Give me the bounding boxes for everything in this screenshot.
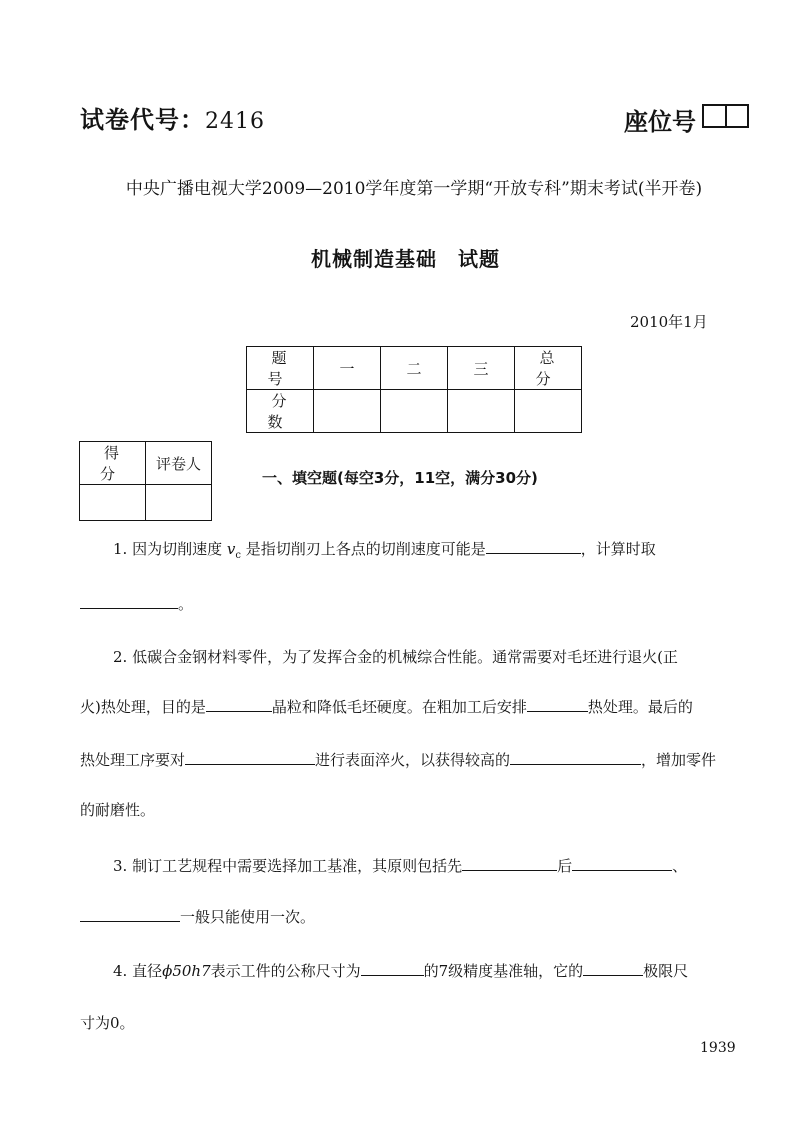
score-input-part-3[interactable]: [448, 390, 515, 433]
answer-blank[interactable]: [80, 593, 178, 609]
answer-blank[interactable]: [486, 538, 581, 554]
grader-table: [79, 441, 212, 521]
question-3-line-1: 3. 制订工艺规程中需要选择加工基准，其原则包括先 后 、: [113, 857, 688, 875]
exam-code-value: 2416: [205, 109, 265, 134]
score-cell-part-2: 二: [381, 347, 448, 390]
section-heading: 一、填空题(每空3分，11空，满分30分): [262, 469, 538, 487]
exam-code: [80, 100, 265, 135]
answer-blank[interactable]: [206, 696, 272, 712]
question-1-line-1: 1. 因为切削速度 $v_c$ 是指切削刃上各点的切削速度可能是 ，计算时取: [113, 540, 656, 561]
answer-blank[interactable]: [583, 960, 643, 976]
score-cell-part-3: 三: [448, 347, 515, 390]
score-table: [246, 346, 582, 433]
score-cell-total: 总 分: [515, 347, 582, 390]
answer-blank[interactable]: [572, 855, 672, 871]
seat-number-boxes[interactable]: [702, 104, 749, 128]
grader-score-header: 得 分: [80, 442, 146, 485]
answer-blank[interactable]: [462, 855, 557, 871]
score-input-total[interactable]: [515, 390, 582, 433]
answer-blank[interactable]: [527, 696, 588, 712]
page-number: 1939: [700, 1040, 736, 1056]
grader-score-input[interactable]: [80, 485, 146, 521]
score-cell-question-no: 题 号: [247, 347, 314, 390]
answer-blank[interactable]: [510, 749, 641, 765]
question-2-line-3: 热处理工序要对 进行表面淬火，以获得较高的 ，增加零件: [80, 751, 717, 769]
question-2-line-4: 的耐磨性。: [80, 801, 156, 819]
grader-name-header: 评卷人: [146, 442, 212, 485]
score-table-score-row: [247, 390, 582, 433]
question-1-line-2: 。: [80, 593, 193, 614]
question-4-line-1: 4. 直径ϕ50h7表示工件的公称尺寸为 的7级精度基准轴，它的 极限尺: [113, 962, 689, 980]
question-2-line-1: 2. 低碳合金钢材料零件，为了发挥合金的机械综合性能。通常需要对毛坯进行退火(正: [113, 648, 678, 666]
answer-blank[interactable]: [361, 960, 424, 976]
score-table-header-row: [247, 347, 582, 390]
score-cell-score-label: 分 数: [247, 390, 314, 433]
question-3-line-2: 一般只能使用一次。: [80, 906, 315, 927]
exam-code-label: 试卷代号：: [80, 106, 205, 134]
answer-blank[interactable]: [185, 749, 315, 765]
page-title: 机械制造基础 试题: [311, 247, 500, 271]
answer-blank[interactable]: [80, 906, 180, 922]
exam-subtitle: 中央广播电视大学2009—2010学年度第一学期“开放专科”期末考试(半开卷): [125, 179, 703, 199]
exam-date: 2010年1月: [630, 313, 708, 331]
score-input-part-1[interactable]: [314, 390, 381, 433]
question-4-line-2: 寸为0。: [80, 1014, 135, 1032]
grader-name-input[interactable]: [146, 485, 212, 521]
score-input-part-2[interactable]: [381, 390, 448, 433]
score-cell-part-1: 一: [314, 347, 381, 390]
question-2-line-2: 火)热处理，目的是 晶粒和降低毛坯硬度。在粗加工后安排 热处理。最后的: [80, 698, 693, 716]
seat-number-label: 座位号: [624, 108, 696, 136]
